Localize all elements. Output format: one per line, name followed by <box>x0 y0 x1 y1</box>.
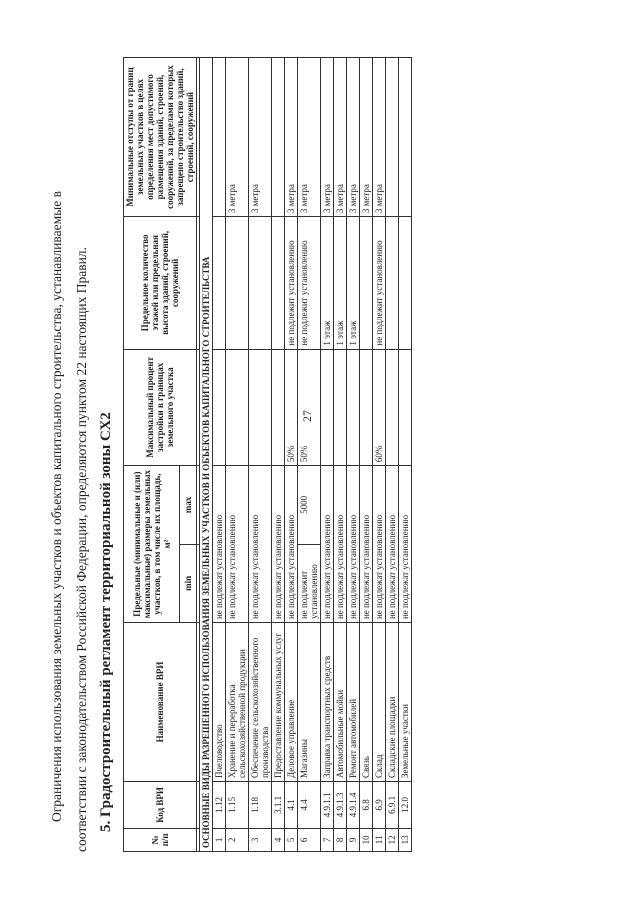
table-row <box>347 58 360 852</box>
cell-size: не подлежат установлению <box>213 466 226 623</box>
cell-percent <box>399 349 412 466</box>
cell-max: 5000 <box>298 466 321 544</box>
header-code: Код ВРИ <box>124 782 197 829</box>
cell-code: 4.9.1.4 <box>347 782 360 829</box>
cell-floors <box>399 217 412 350</box>
page-number: 27 <box>300 410 314 422</box>
cell-floors <box>226 217 249 350</box>
header-floors: Предельное количество этажей или предельная высота зданий, строений, сооружений <box>124 217 197 350</box>
table-row <box>373 58 386 852</box>
cell-setback: 3 метра <box>321 58 334 217</box>
rotated-page-content <box>44 52 584 852</box>
cell-size: не подлежат установлению <box>399 466 412 623</box>
intro-paragraph <box>44 52 94 852</box>
table-row <box>334 58 347 852</box>
cell-name: Связь <box>360 623 373 782</box>
cell-percent <box>334 349 347 466</box>
header-percent: Максимальный процент застройки в границах земельного участка <box>124 349 197 466</box>
cell-floors <box>213 217 226 350</box>
cell-num: 12 <box>386 828 399 851</box>
table-row <box>321 58 334 852</box>
cell-floors <box>360 217 373 350</box>
cell-code: 4.1 <box>285 782 298 829</box>
cell-percent <box>321 349 334 466</box>
cell-name: Складские площадки <box>386 623 399 782</box>
cell-code: 1.18 <box>249 782 272 829</box>
cell-code: 1.15 <box>226 782 249 829</box>
cell-num: 7 <box>321 828 334 851</box>
cell-floors: 1 этаж <box>321 217 334 350</box>
cell-name: Склад <box>373 623 386 782</box>
cell-setback <box>399 58 412 217</box>
cell-percent <box>226 349 249 466</box>
section-title: ОСНОВНЫЕ ВИДЫ РАЗРЕШЕННОГО ИСПОЛЬЗОВАНИЯ ЗЕМЕЛЬНЫХ УЧАСТКОВ И ОБЪЕКТОВ КАПИТАЛЬНОГО СТРОИТЕЛЬСТВА <box>200 58 213 852</box>
table-row <box>360 58 373 852</box>
cell-name: Хранение и переработка сельскохозяйственной продукции <box>226 623 249 782</box>
cell-name: Деловое управление <box>285 623 298 782</box>
header-min: min <box>180 544 197 622</box>
cell-code: 4.9.1.3 <box>334 782 347 829</box>
table-row <box>285 58 298 852</box>
cell-num: 2 <box>226 828 249 851</box>
table-row <box>226 58 249 852</box>
cell-size: не подлежат установлению <box>334 466 347 623</box>
cell-floors <box>386 217 399 350</box>
table-row <box>386 58 399 852</box>
cell-setback: 3 метра <box>298 58 321 217</box>
intro-line-2: соответствии с законодательством Российской Федерации, определяются пунктом 22 настоящих Правил. <box>74 247 89 852</box>
cell-num: 8 <box>334 828 347 851</box>
cell-floors: не подлежит установлению <box>285 217 298 350</box>
table-row <box>272 58 285 852</box>
cell-percent <box>272 349 285 466</box>
cell-size: не подлежат установлению <box>249 466 272 623</box>
header-size: Предельные (минимальные и (или) максимальные) размеры земельных участков, в том числе их площадь, м² <box>124 466 180 623</box>
cell-setback <box>386 58 399 217</box>
cell-code: 1.12 <box>213 782 226 829</box>
header-setback: Минимальные отступы от границ земельных участков в целях определения мест допустимого размещения зданий, строений, сооружений, за пределами которых запрещено строительство зданий, строений, сооружений <box>124 58 197 217</box>
section-row-main <box>200 58 213 852</box>
cell-floors: не подлежит установлению <box>373 217 386 350</box>
cell-name: Земельные участки <box>399 623 412 782</box>
cell-floors: не подлежит установлению <box>298 217 321 350</box>
cell-percent <box>249 349 272 466</box>
cell-num: 11 <box>373 828 386 851</box>
cell-name: Магазины <box>298 623 321 782</box>
section-heading: 5. Градостроительный регламент территориальной зоны СХ2 <box>98 412 114 832</box>
cell-code: 4.9.1.1 <box>321 782 334 829</box>
cell-floors: 1 этаж <box>334 217 347 350</box>
cell-setback <box>213 58 226 217</box>
cell-setback: 3 метра <box>226 58 249 217</box>
cell-size: не подлежат установлению <box>321 466 334 623</box>
header-row <box>124 58 180 852</box>
table-row <box>298 58 321 852</box>
cell-percent <box>213 349 226 466</box>
regulation-table <box>123 57 412 852</box>
intro-line-1: Ограничения использования земельных участков и объектов капитального строительства, устанавливаемые в <box>49 191 64 822</box>
cell-setback: 3 метра <box>373 58 386 217</box>
header-max: max <box>180 466 197 544</box>
cell-code: 6.9.1 <box>386 782 399 829</box>
cell-setback <box>272 58 285 217</box>
cell-setback: 3 метра <box>334 58 347 217</box>
cell-code: 3.1.1 <box>272 782 285 829</box>
cell-name: Предоставление коммунальных услуг <box>272 623 285 782</box>
cell-min: не подлежит установлению <box>298 544 321 622</box>
cell-size: не подлежат установлению <box>226 466 249 623</box>
cell-size: не подлежат установлению <box>386 466 399 623</box>
cell-percent: 60% <box>373 349 386 466</box>
cell-size: не подлежат установлению <box>347 466 360 623</box>
cell-size: не подлежат установлению <box>285 466 298 623</box>
table-row <box>249 58 272 852</box>
cell-setback: 3 метра <box>249 58 272 217</box>
cell-num: 1 <box>213 828 226 851</box>
cell-percent <box>347 349 360 466</box>
cell-num: 10 <box>360 828 373 851</box>
cell-num: 13 <box>399 828 412 851</box>
header-name: Наименование ВРИ <box>124 623 197 782</box>
cell-floors <box>272 217 285 350</box>
cell-size: не подлежат установлению <box>373 466 386 623</box>
cell-num: 3 <box>249 828 272 851</box>
cell-name: Ремонт автомобилей <box>347 623 360 782</box>
cell-name: Пчеловодство <box>213 623 226 782</box>
cell-percent <box>360 349 373 466</box>
cell-code: 6.9 <box>373 782 386 829</box>
cell-code: 6.8 <box>360 782 373 829</box>
cell-size: не подлежат установлению <box>272 466 285 623</box>
cell-num: 6 <box>298 828 321 851</box>
cell-name: Обеспечение сельскохозяйственного производства <box>249 623 272 782</box>
cell-floors <box>249 217 272 350</box>
header-num: № п/п <box>124 828 197 851</box>
cell-name: Заправка транспортных средств <box>321 623 334 782</box>
table-row <box>213 58 226 852</box>
cell-setback: 3 метра <box>347 58 360 217</box>
cell-size: не подлежат установлению <box>360 466 373 623</box>
cell-percent <box>386 349 399 466</box>
cell-num: 5 <box>285 828 298 851</box>
cell-num: 9 <box>347 828 360 851</box>
cell-num: 4 <box>272 828 285 851</box>
cell-setback: 3 метра <box>285 58 298 217</box>
cell-percent: 50% <box>285 349 298 466</box>
cell-floors: 1 этаж <box>347 217 360 350</box>
cell-code: 12.0 <box>399 782 412 829</box>
cell-setback: 3 метра <box>360 58 373 217</box>
cell-percent: 50% <box>298 349 321 466</box>
cell-code: 4.4 <box>298 782 321 829</box>
table-row <box>399 58 412 852</box>
cell-name: Автомобильные мойки <box>334 623 347 782</box>
